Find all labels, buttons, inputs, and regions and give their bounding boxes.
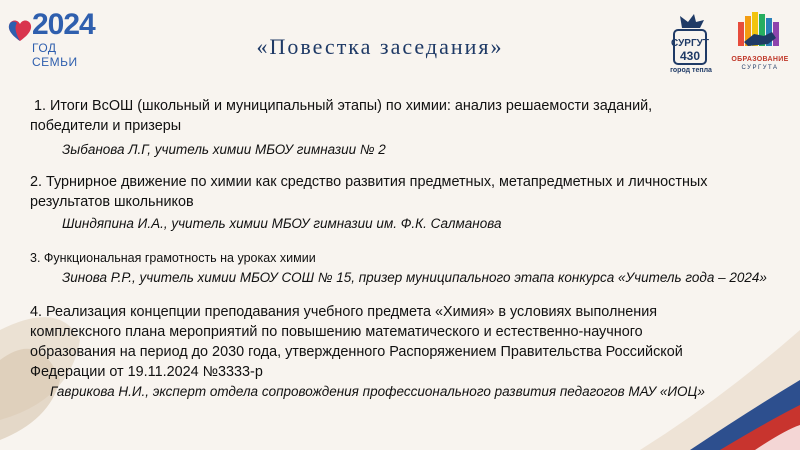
agenda-item-1 [0, 96, 790, 160]
education-logo [728, 8, 792, 78]
agenda-item-text: комплексного плана мероприятий по повышению математического и естественно-научного [30, 324, 643, 340]
agenda-item-text: 1. Итоги ВсОШ (школьный и муниципальный этапы) по химии: анализ решаемости заданий, [34, 98, 653, 114]
logo-year: 2024 [32, 8, 95, 41]
agenda-item-speaker: Шиндяпина И.А., учитель химии МБОУ гимназии им. Ф.К. Салманова [62, 216, 502, 231]
agenda-item-text: 4. Реализация концепции преподавания учебного предмета «Химия» в условиях выполнения [30, 304, 658, 320]
logo-caption: ГОД СЕМЬИ [32, 41, 78, 69]
year-of-family-logo [4, 8, 104, 69]
edu-logo-caption-bottom: СУРГУТА [741, 65, 779, 71]
heart-icon [6, 16, 34, 44]
agenda-item-text: 2. Турнирное движение по химии как средство развития предметных, метапредметных и личностных [30, 174, 708, 190]
agenda-item-text: Федерации от 19.11.2024 №3333-р [30, 364, 263, 380]
agenda-item-speaker: Зинова Р.Р., учитель химии МБОУ СОШ № 15, призер муниципального этапа конкурса «Учитель года – 2024» [62, 270, 767, 285]
agenda-item-text: победители и призеры [30, 118, 182, 134]
agenda-item-speaker: Гаврикова Н.И., эксперт отдела сопровождения профессионального развития педагогов МАУ «ИОЦ» [50, 384, 705, 399]
city-emblem-icon [666, 12, 714, 68]
agenda-item-text: образования на период до 2030 года, утвержденного Распоряжением Правительства Российской [30, 344, 683, 360]
svg-text:430: 430 [679, 49, 701, 63]
city-logo-caption: город тепла [670, 67, 712, 74]
edu-logo-caption-top: ОБРАЗОВАНИЕ [731, 56, 789, 63]
agenda-item-3 [0, 248, 790, 288]
books-wolf-icon [728, 8, 792, 56]
surgut-city-logo [666, 12, 714, 78]
agenda-item-4 [0, 302, 790, 402]
agenda-item-text: 3. Функциональная грамотность на уроках химии [30, 251, 316, 265]
svg-text:СУРГУТ: СУРГУТ [671, 38, 709, 49]
agenda-item-text: результатов школьников [30, 194, 194, 210]
page-title: «Повестка заседания» [256, 34, 504, 59]
agenda-item-speaker: Зыбанова Л.Г, учитель химии МБОУ гимназии № 2 [62, 142, 386, 157]
agenda-item-2 [0, 172, 790, 234]
